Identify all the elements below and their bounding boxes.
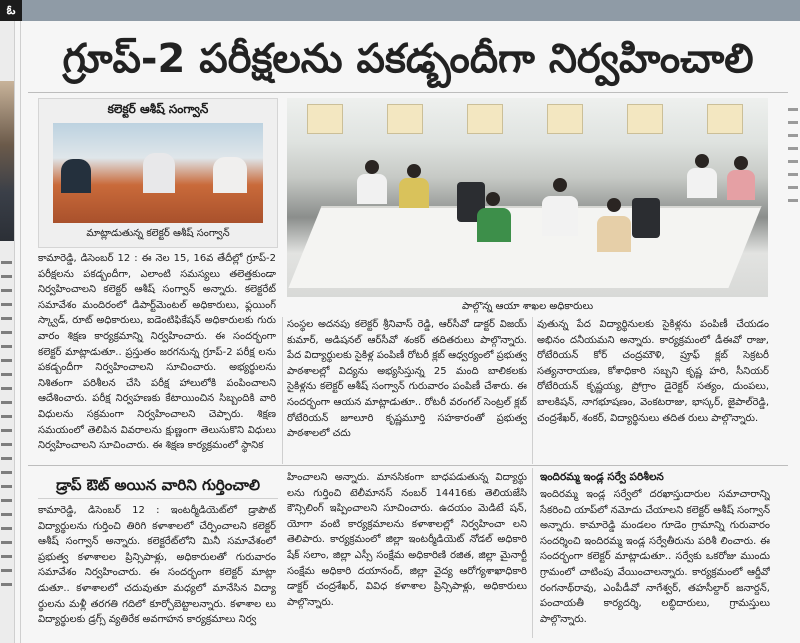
meeting-hall-photo bbox=[287, 98, 768, 297]
column-divider bbox=[20, 21, 21, 643]
attendee bbox=[399, 178, 429, 208]
window bbox=[547, 104, 583, 134]
attendee-head bbox=[553, 178, 567, 192]
attendee bbox=[357, 174, 387, 204]
column-divider bbox=[532, 468, 533, 638]
window bbox=[627, 104, 663, 134]
section-rule bbox=[28, 465, 788, 466]
adjacent-text-lines bbox=[1, 261, 12, 597]
section-tag: ఓ bbox=[0, 0, 22, 21]
window bbox=[387, 104, 423, 134]
attendee-head bbox=[365, 160, 379, 174]
article-column bbox=[287, 317, 527, 462]
chair bbox=[632, 198, 660, 238]
attendee-head bbox=[407, 164, 421, 178]
attendee-head bbox=[486, 192, 500, 206]
article-text: కామారెడ్డి, డిసెంబర్‌ 12 : ఇంటర్మీడియెట్‌లో డ్రాపౌట్‌ విద్యార్థులను గుర్తించి తిరిగి కళాశాలలో చేర్పించాలని కలెక్టర్‌ ఆశీష్‌ సంగ్వాన్‌ అన్నారు. కలెక్టరేట్‌లోని మినీ సమావేశంలో ప్రభుత్వ కళాశాలల ప్రిన్సిపాళ్లు, అధికారులతో గురువారం సమావేశం నిర్వహించారు. ఈ సందర్భంగా కలెక్టర్‌ మాట్లా డుతూ.. కళాశాలలో చదువుతూ మధ్యలో మానేసిన విద్యా ర్థులను మళ్లీ తరగతి గదిలో కూర్చోబెట్టాలన్నారు. కళాశాల లు విద్యార్థులకు డ్రగ్స్‌ వ్యతిరేక అవగాహన కార్యక్రమాలు నిర్వ bbox=[38, 505, 276, 626]
column-divider bbox=[532, 317, 533, 464]
article-column bbox=[287, 470, 527, 640]
attendee bbox=[727, 170, 755, 200]
article-text: హించాలని అన్నారు. మానసికంగా బాధపడుతున్న విద్యార్థు లను గుర్తించి టెలీమానస్‌ నంబర్‌ 14416కు తెలియజేసి కౌన్సిలింగ్‌ ఇప్పించాలని సూచించారు. ఉదయం మెడిటే షన్‌, యోగా వంటి కార్యక్రమాలను కళాశాలల్లో నిర్వహించా లని తెలిపారు. కార్యక్రమంలో జిల్లా ఇంటర్మీడియెట్‌ నోడల్‌ అధికారి షేక్‌ సలాం, జిల్లా ఎస్సీ సంక్షేమ అధికారిణి రజిత, జిల్లా మైనార్టీ సంక్షేమ అధికారి దయానంద్‌, జిల్లా వైద్య ఆరోగ్యశాఖాధికారి డాక్టర్‌ చంద్రశేఖర్‌, వివిధ కళాశాల ప్రిన్సిపాళ్లు, అధికారులు పాల్గొన్నారు. bbox=[287, 472, 527, 608]
adjacent-photo bbox=[0, 81, 14, 241]
person-figure bbox=[213, 157, 247, 193]
attendee bbox=[597, 216, 631, 252]
person-figure bbox=[61, 159, 91, 193]
attendee-head bbox=[734, 156, 748, 170]
attendee-head bbox=[695, 154, 709, 168]
adjacent-column-strip bbox=[786, 98, 800, 643]
person-figure bbox=[143, 153, 175, 193]
adjacent-column-strip bbox=[0, 21, 15, 643]
collector-photo bbox=[53, 123, 263, 223]
top-bar bbox=[0, 0, 800, 21]
attendee bbox=[687, 168, 717, 198]
article-column bbox=[38, 251, 276, 461]
article-column bbox=[38, 503, 276, 640]
main-headline: గ్రూప్‌-2 పరీక్షలను పకడ్బందీగా నిర్వహించాలి bbox=[62, 36, 754, 82]
attendee bbox=[477, 208, 511, 242]
photo-caption: పాల్గొన్న ఆయా శాఖల అధికారులు bbox=[461, 301, 594, 312]
column-divider bbox=[282, 317, 283, 464]
conference-table bbox=[288, 206, 761, 288]
photo-caption: మాట్లాడుతున్న కలెక్టర్‌ ఆశీష్‌ సంగ్వాన్‌ bbox=[86, 228, 230, 239]
attendee bbox=[542, 196, 578, 236]
article-column bbox=[540, 487, 770, 640]
article-text: ఇందిరమ్మ ఇండ్ల సర్వేలో దరఖాస్తుదారుల సమాచారాన్ని సేకరించి యాప్‌లో నమోదు చేయాలని కలెక్టర్‌ ఆశీష్‌ సంగ్వాన్‌ అన్నారు. కామారెడ్డి మండలం గూడెం గ్రామాన్ని గురువారం సందర్శించి ఇందిరమ్మ ఇండ్ల సర్వేతీరును పరిశీ లించారు. ఈ సందర్భంగా కలెక్టర్‌ మాట్లాడుతూ.. సర్వేకు ఒకరోజు ముందు గ్రామంలో చాటింపు వేయించాలన్నారు. కార్యక్రమంలో ఆర్డీవో రంగనాథ్‌రావు, ఎంపీడీవో నాగేశ్వర్‌, తహసీల్దార్‌ జనార్దన్‌, పంచాయతీ కార్యదర్శి, లబ్ధిదారులు, గ్రామస్తులు పాల్గొన్నారు. bbox=[540, 489, 770, 625]
attendee-head bbox=[607, 198, 621, 212]
article-text: సంస్థల అదనపు కలెక్టర్‌ శ్రీనివాస్‌ రెడ్డి, ఆర్‌సీవో డాక్టర్‌ విజయ్‌ కుమార్‌, అడిషనల్‌ ఆర్‌సీవో శంకర్‌ తదితరులు పాల్గొన్నారు. పేద విద్యార్థులకు సైకిళ్ల పంపిణీ రోటరీ క్లబ్‌ ఆధ్వర్యంలో ప్రభుత్వ పాఠశాలల్లో విద్యను అభ్యసిస్తున్న 25 మంది బాలికలకు సైకిళ్లను కలెక్టర్‌ ఆశీష్‌ సంగ్వాన్‌ గురువారం పంపిణీ చేశారు. ఈ సందర్భంగా ఆయన మాట్లాడుతూ.. రోటరీ వరంగల్‌ సెంట్రల్‌ క్లబ్‌ రోటేరియన్‌ జూలూరి కృష్ణమూర్తి సహకారంతో ప్రభుత్వ పాఠశాలలో చదు bbox=[287, 319, 527, 440]
photo-title: కలెక్టర్‌ ఆశీష్‌ సంగ్వాన్‌ bbox=[107, 102, 209, 116]
window bbox=[307, 104, 343, 134]
article-text: కామారెడ్డి, డిసెంబర్‌ 12 : ఈ నెల 15, 16వ తేదీల్లో గ్రూప్‌-2 పరీక్షలను పకడ్బందీగా, ఎలాంటి సమస్యలు తలెత్తకుండా నిర్వహించాలని కలెక్టర్‌ ఆశీష్‌ సంగ్వాన్‌ అన్నారు. కలెక్టరేట్‌ సమావేశం మందిరంలో డిపార్ట్‌మెంటల్‌ అధికారులు, ఫ్లయింగ్‌ స్క్వాడ్‌, రూట్‌ అధికారులు, ఐడెంటిఫికేషన్‌ అధికారులకు గురు వారం శిక్షణ కార్యక్రమాన్ని నిర్వహించారు. ఈ సందర్భంగా కలెక్టర్‌ మాట్లాడుతూ.. ప్రస్తుతం జరగనున్న గ్రూప్‌-2 పరీక్ష లను పకడ్బందీగా నిర్వహించాలని సూచించారు. అభ్యర్థులను నిశితంగా పరిశీలన చేసి పరీక్ష హాలులోకి పంపించాలని ఆదేశించారు. పరీక్ష నిర్వహణకు కేటాయించిన సిబ్బందికి వారి విధులను సక్రమంగా నిర్వహించాలని చెప్పారు. శిక్షణ సమయంలో తెలిపిన వివరాలను క్షుణ్ణంగా తెలుసుకొని విధులు నిర్వహించాలని సూచించారు. ఈ శిక్షణ కార్యక్రమంలో స్థానిక bbox=[38, 253, 276, 452]
article-headline: డ్రాప్‌ ఔట్‌ అయిన వారిని గుర్తించాలి bbox=[38, 472, 278, 499]
window bbox=[707, 104, 743, 134]
headline-rule bbox=[28, 92, 788, 93]
article-column bbox=[537, 317, 769, 462]
article-headline: ఇందిరమ్మ ఇండ్ల సర్వే పరిశీలన bbox=[540, 471, 664, 483]
window bbox=[467, 104, 503, 134]
collector-photo-box bbox=[38, 98, 278, 248]
article-text: వుతున్న పేద విద్యార్థినులకు సైకిళ్లను పంపిణీ చేయడం అభినం దనీయమని అన్నారు. కార్యక్రమంలో డీఈవో రాజు, రోటేరియన్‌ కోర్‌ చంద్రమౌళి, ప్రూఫ్‌ క్లబ్‌ సెక్రటరీ సత్యనారాయణ, కోశాధికారి సబ్బని కృష్ణ హరి, సీనియర్‌ రోటేరియన్‌ కృష్ణయ్య, ప్రోగ్రాం డైరెక్టర్‌ సత్యం, దుంపలు, బాలకిషన్‌, నాగభూషణం, వెంకటరాజు, భాస్కర్‌, జైపాల్‌రెడ్డి, చంద్రశేఖర్‌, శంకర్‌, విద్యార్థినులు తదిత రులు పాల్గొన్నారు. bbox=[537, 319, 769, 424]
